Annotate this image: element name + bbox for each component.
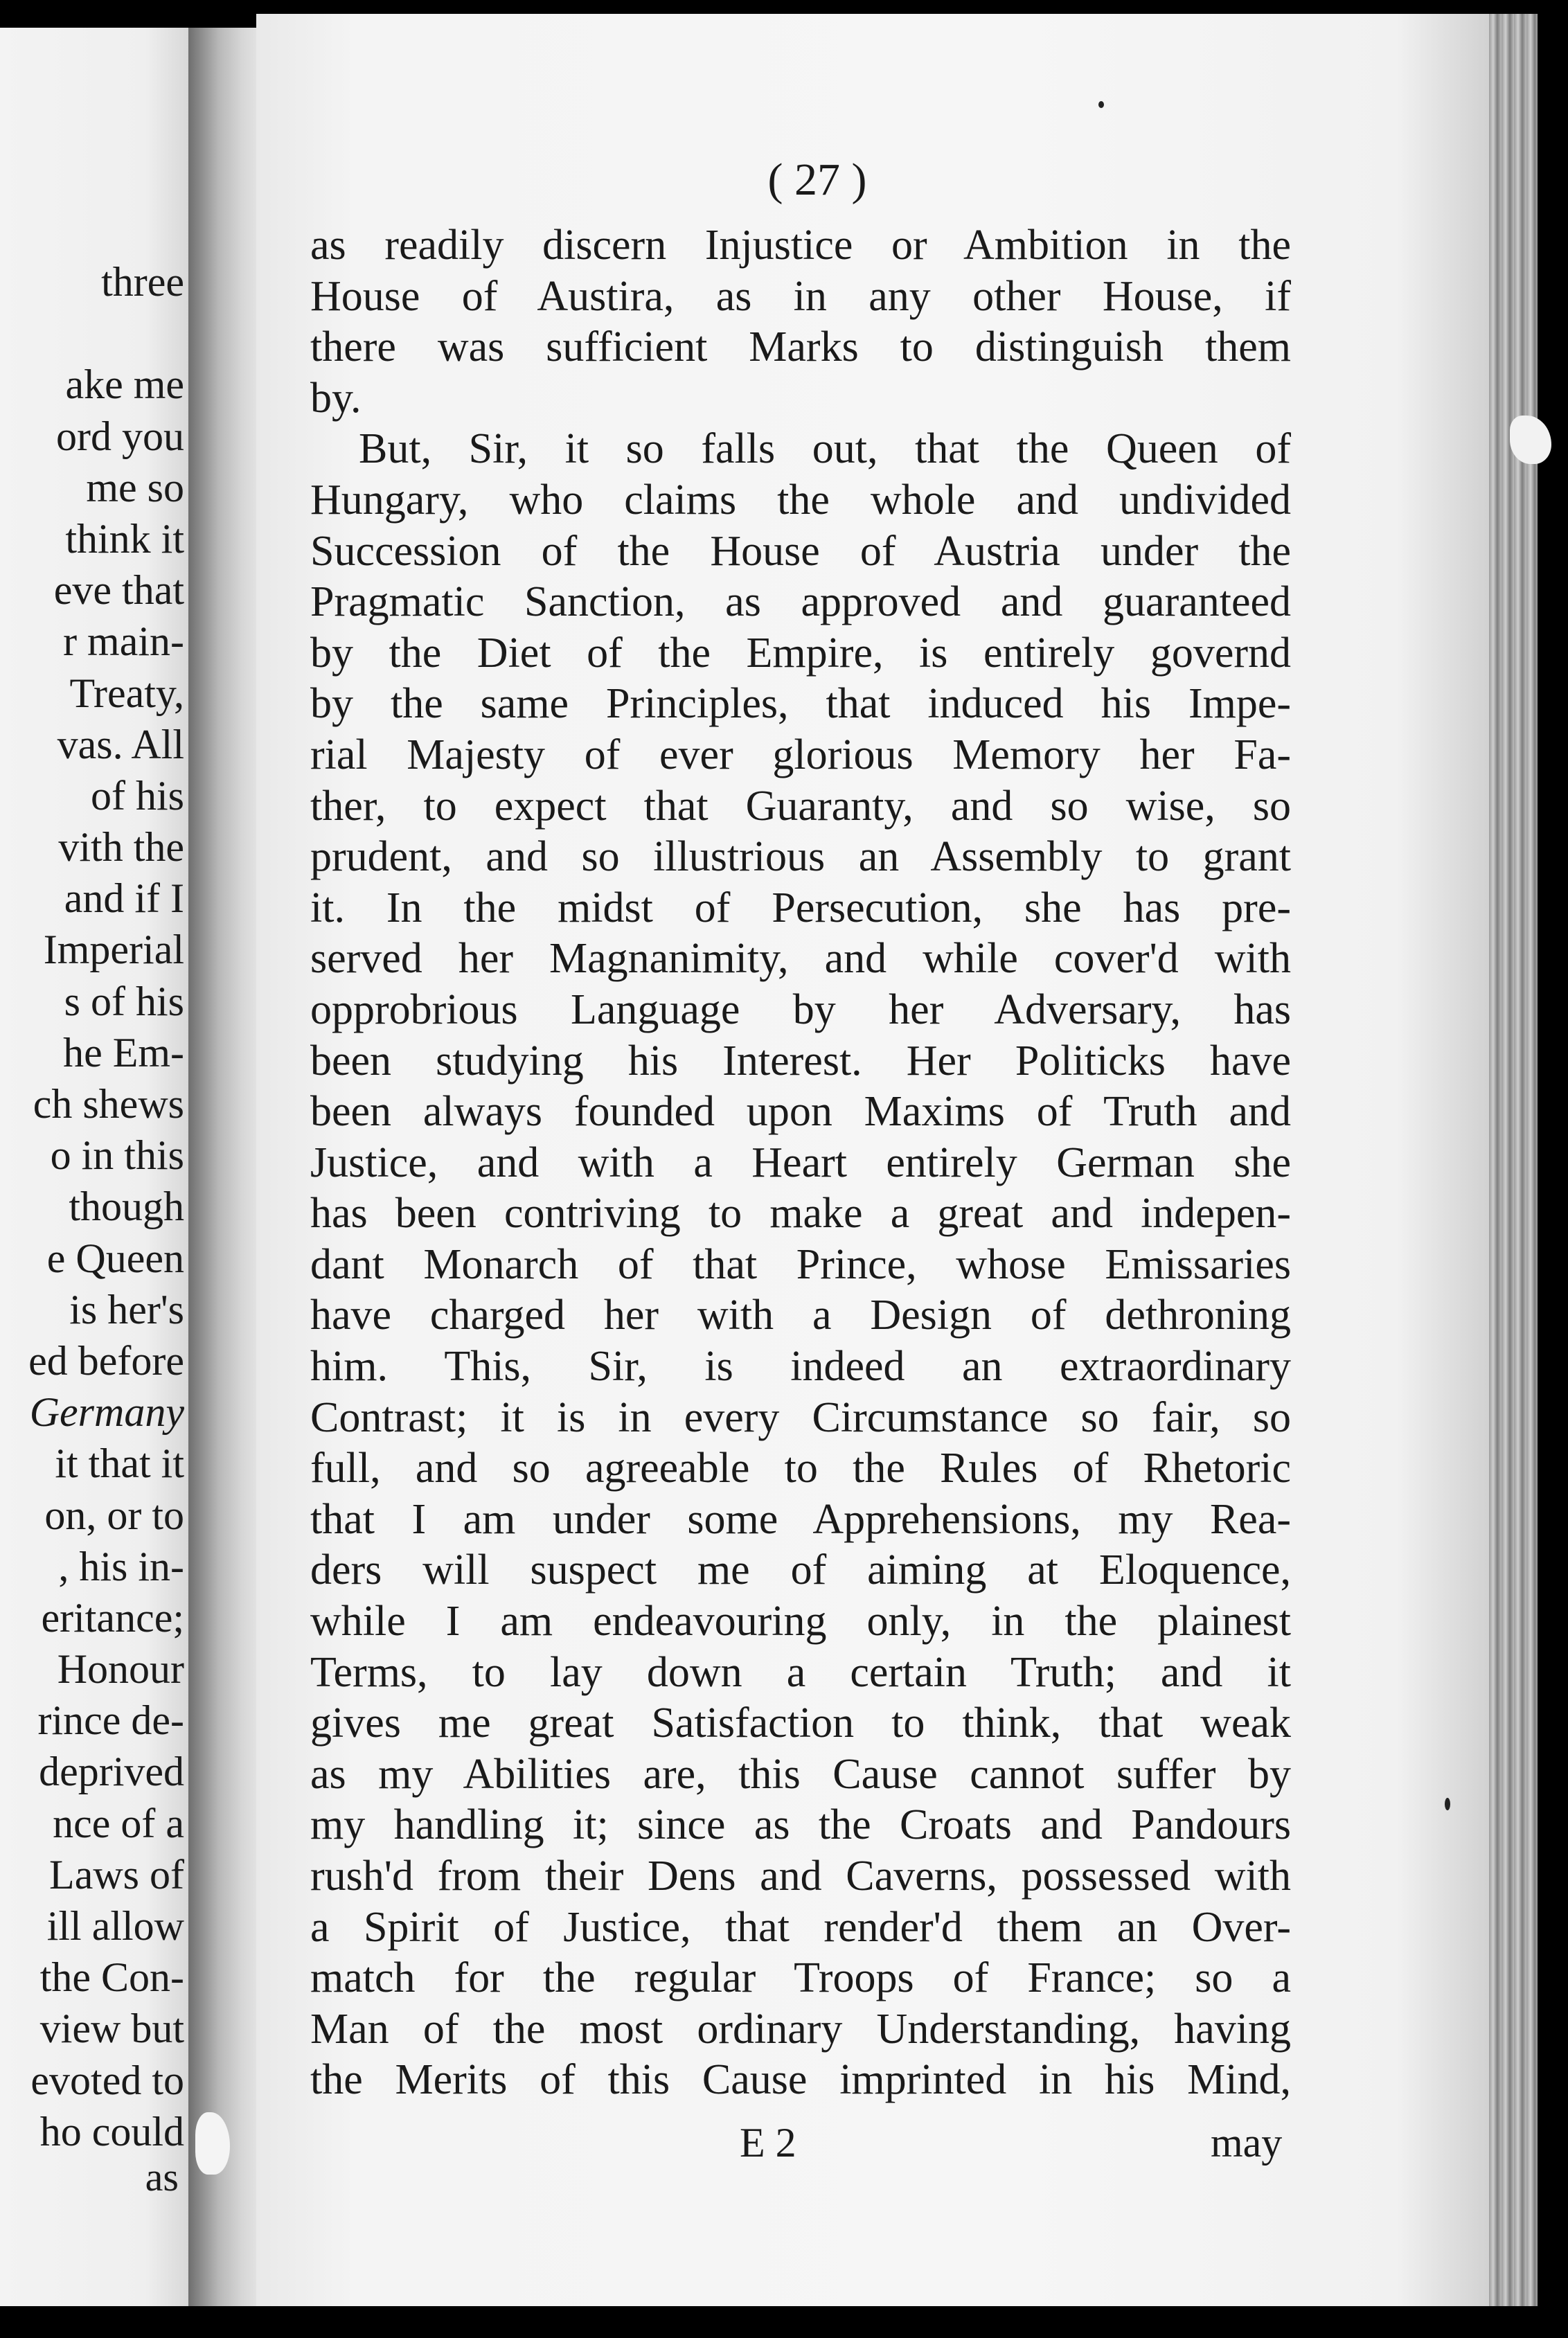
text-line: But, Sir, it so falls out, that the Queen of	[359, 425, 1291, 473]
text-line: dant Monarch of that Prince, whose Emissaries	[310, 1240, 1291, 1288]
text-line: rush'd from their Dens and Caverns, possessed with	[310, 1853, 1291, 1900]
text-line: while I am endeavouring only, in the plainest	[310, 1598, 1291, 1645]
left-line: me so	[86, 464, 184, 510]
left-line: and if I	[64, 875, 184, 922]
left-line: s of his	[64, 978, 184, 1024]
left-line: Germany	[29, 1389, 184, 1436]
left-line: e Queen	[46, 1235, 184, 1281]
left-line	[28, 307, 184, 359]
text-line: by the same Principles, that induced his Impe-	[310, 680, 1291, 728]
text-line: Man of the most ordinary Understanding, having	[310, 2005, 1291, 2053]
paper-speck	[1098, 101, 1104, 108]
text-line: prudent, and so illustrious an Assembly to grant	[310, 833, 1291, 881]
text-line: there was sufficient Marks to distinguish them	[310, 323, 1291, 371]
catchword: may	[1211, 2120, 1283, 2166]
text-line: have charged her with a Design of dethroning	[310, 1292, 1291, 1339]
page-body-text	[310, 220, 1291, 2106]
left-line: evoted to	[30, 2057, 184, 2103]
paper-speck	[1445, 1798, 1450, 1810]
text-line: served her Magnanimity, and while cover'd with	[310, 935, 1291, 983]
signature-mark: E 2	[740, 2120, 796, 2166]
text-line: Pragmatic Sanction, as approved and guaranteed	[310, 578, 1291, 626]
left-line: deprived	[39, 1749, 184, 1795]
left-page	[0, 28, 208, 2306]
left-line: view but	[39, 2006, 184, 2052]
text-line: by the Diet of the Empire, is entirely governd	[310, 629, 1291, 677]
text-line: Contrast; it is in every Circumstance so fair, so	[310, 1393, 1291, 1441]
text-line: gives me great Satisfaction to think, that weak	[310, 1699, 1291, 1747]
text-line: been studying his Interest. Her Politicks have	[310, 1037, 1291, 1085]
left-line: ho could	[39, 2108, 184, 2154]
left-line: is her's	[69, 1286, 184, 1332]
paper-tear	[1510, 416, 1551, 464]
left-line: nce of a	[53, 1800, 184, 1846]
left-line: Imperial	[43, 927, 184, 973]
left-line: Laws of	[49, 1851, 184, 1898]
text-line: House of Austira, as in any other House, if	[310, 272, 1291, 320]
left-line: on, or to	[44, 1492, 184, 1538]
left-page-text	[28, 256, 184, 2157]
left-line: ed before	[28, 1337, 184, 1384]
left-line: ch shews	[33, 1081, 184, 1127]
text-line: ders will suspect me of aiming at Eloquence,	[310, 1546, 1291, 1594]
left-line: Honour	[57, 1646, 184, 1693]
text-line: Justice, and with a Heart entirely German she	[310, 1139, 1291, 1186]
left-line: though	[69, 1184, 184, 1230]
text-line: Succession of the House of Austria under the	[310, 527, 1291, 575]
left-line: think it	[65, 515, 184, 562]
text-line: has been contriving to make a great and indepen-	[310, 1190, 1291, 1238]
text-line: it. In the midst of Persecution, she has pre-	[310, 884, 1291, 931]
text-line: the Merits of this Cause imprinted in his Mind,	[310, 2056, 1291, 2104]
left-line: ake me	[65, 362, 184, 408]
left-line: rince de-	[37, 1697, 184, 1744]
left-line: vas. All	[57, 721, 184, 767]
left-line: eritance;	[41, 1594, 184, 1641]
text-line: match for the regular Troops of France; so a	[310, 1954, 1291, 2002]
text-line: my handling it; since as the Croats and Pandours	[310, 1801, 1291, 1849]
left-line: vith the	[58, 824, 184, 871]
text-line: as my Abilities are, this Cause cannot suffer by	[310, 1750, 1291, 1798]
left-line: the Con-	[39, 1954, 184, 2001]
left-line: of his	[91, 772, 184, 819]
left-line: ill allow	[46, 1903, 184, 1949]
page-edge	[1489, 14, 1538, 2306]
left-line: ord you	[56, 413, 184, 459]
text-line: been always founded upon Maxims of Truth and	[310, 1088, 1291, 1136]
text-line: full, and so agreeable to the Rules of Rhetoric	[310, 1445, 1291, 1492]
text-line: as readily discern Injustice or Ambition in the	[310, 222, 1291, 269]
text-line: ther, to expect that Guaranty, and so wise, so	[310, 782, 1291, 830]
left-line: he Em-	[63, 1029, 184, 1076]
text-line: by.	[310, 374, 362, 422]
text-line: opprobrious Language by her Adversary, has	[310, 985, 1291, 1033]
text-line: that I am under some Apprehensions, my Rea-	[310, 1495, 1291, 1543]
text-line: Terms, to lay down a certain Truth; and it	[310, 1648, 1291, 1696]
text-line: a Spirit of Justice, that render'd them an Over-	[310, 1903, 1291, 1951]
page-number: ( 27 )	[767, 154, 867, 205]
left-line: three	[101, 259, 184, 305]
left-line: r main-	[63, 618, 184, 665]
left-page-catchword: as	[145, 2154, 179, 2199]
left-line: eve that	[53, 567, 184, 614]
book-gutter	[188, 28, 265, 2306]
left-line: it that it	[55, 1440, 184, 1487]
left-line: , his in-	[58, 1543, 184, 1589]
left-line: o in this	[50, 1132, 184, 1179]
text-line: him. This, Sir, is indeed an extraordinary	[310, 1343, 1291, 1391]
text-line: Hungary, who claims the whole and undivided	[310, 476, 1291, 524]
left-line: Treaty,	[69, 670, 184, 716]
text-line: rial Majesty of ever glorious Memory her Fa-	[310, 731, 1291, 778]
